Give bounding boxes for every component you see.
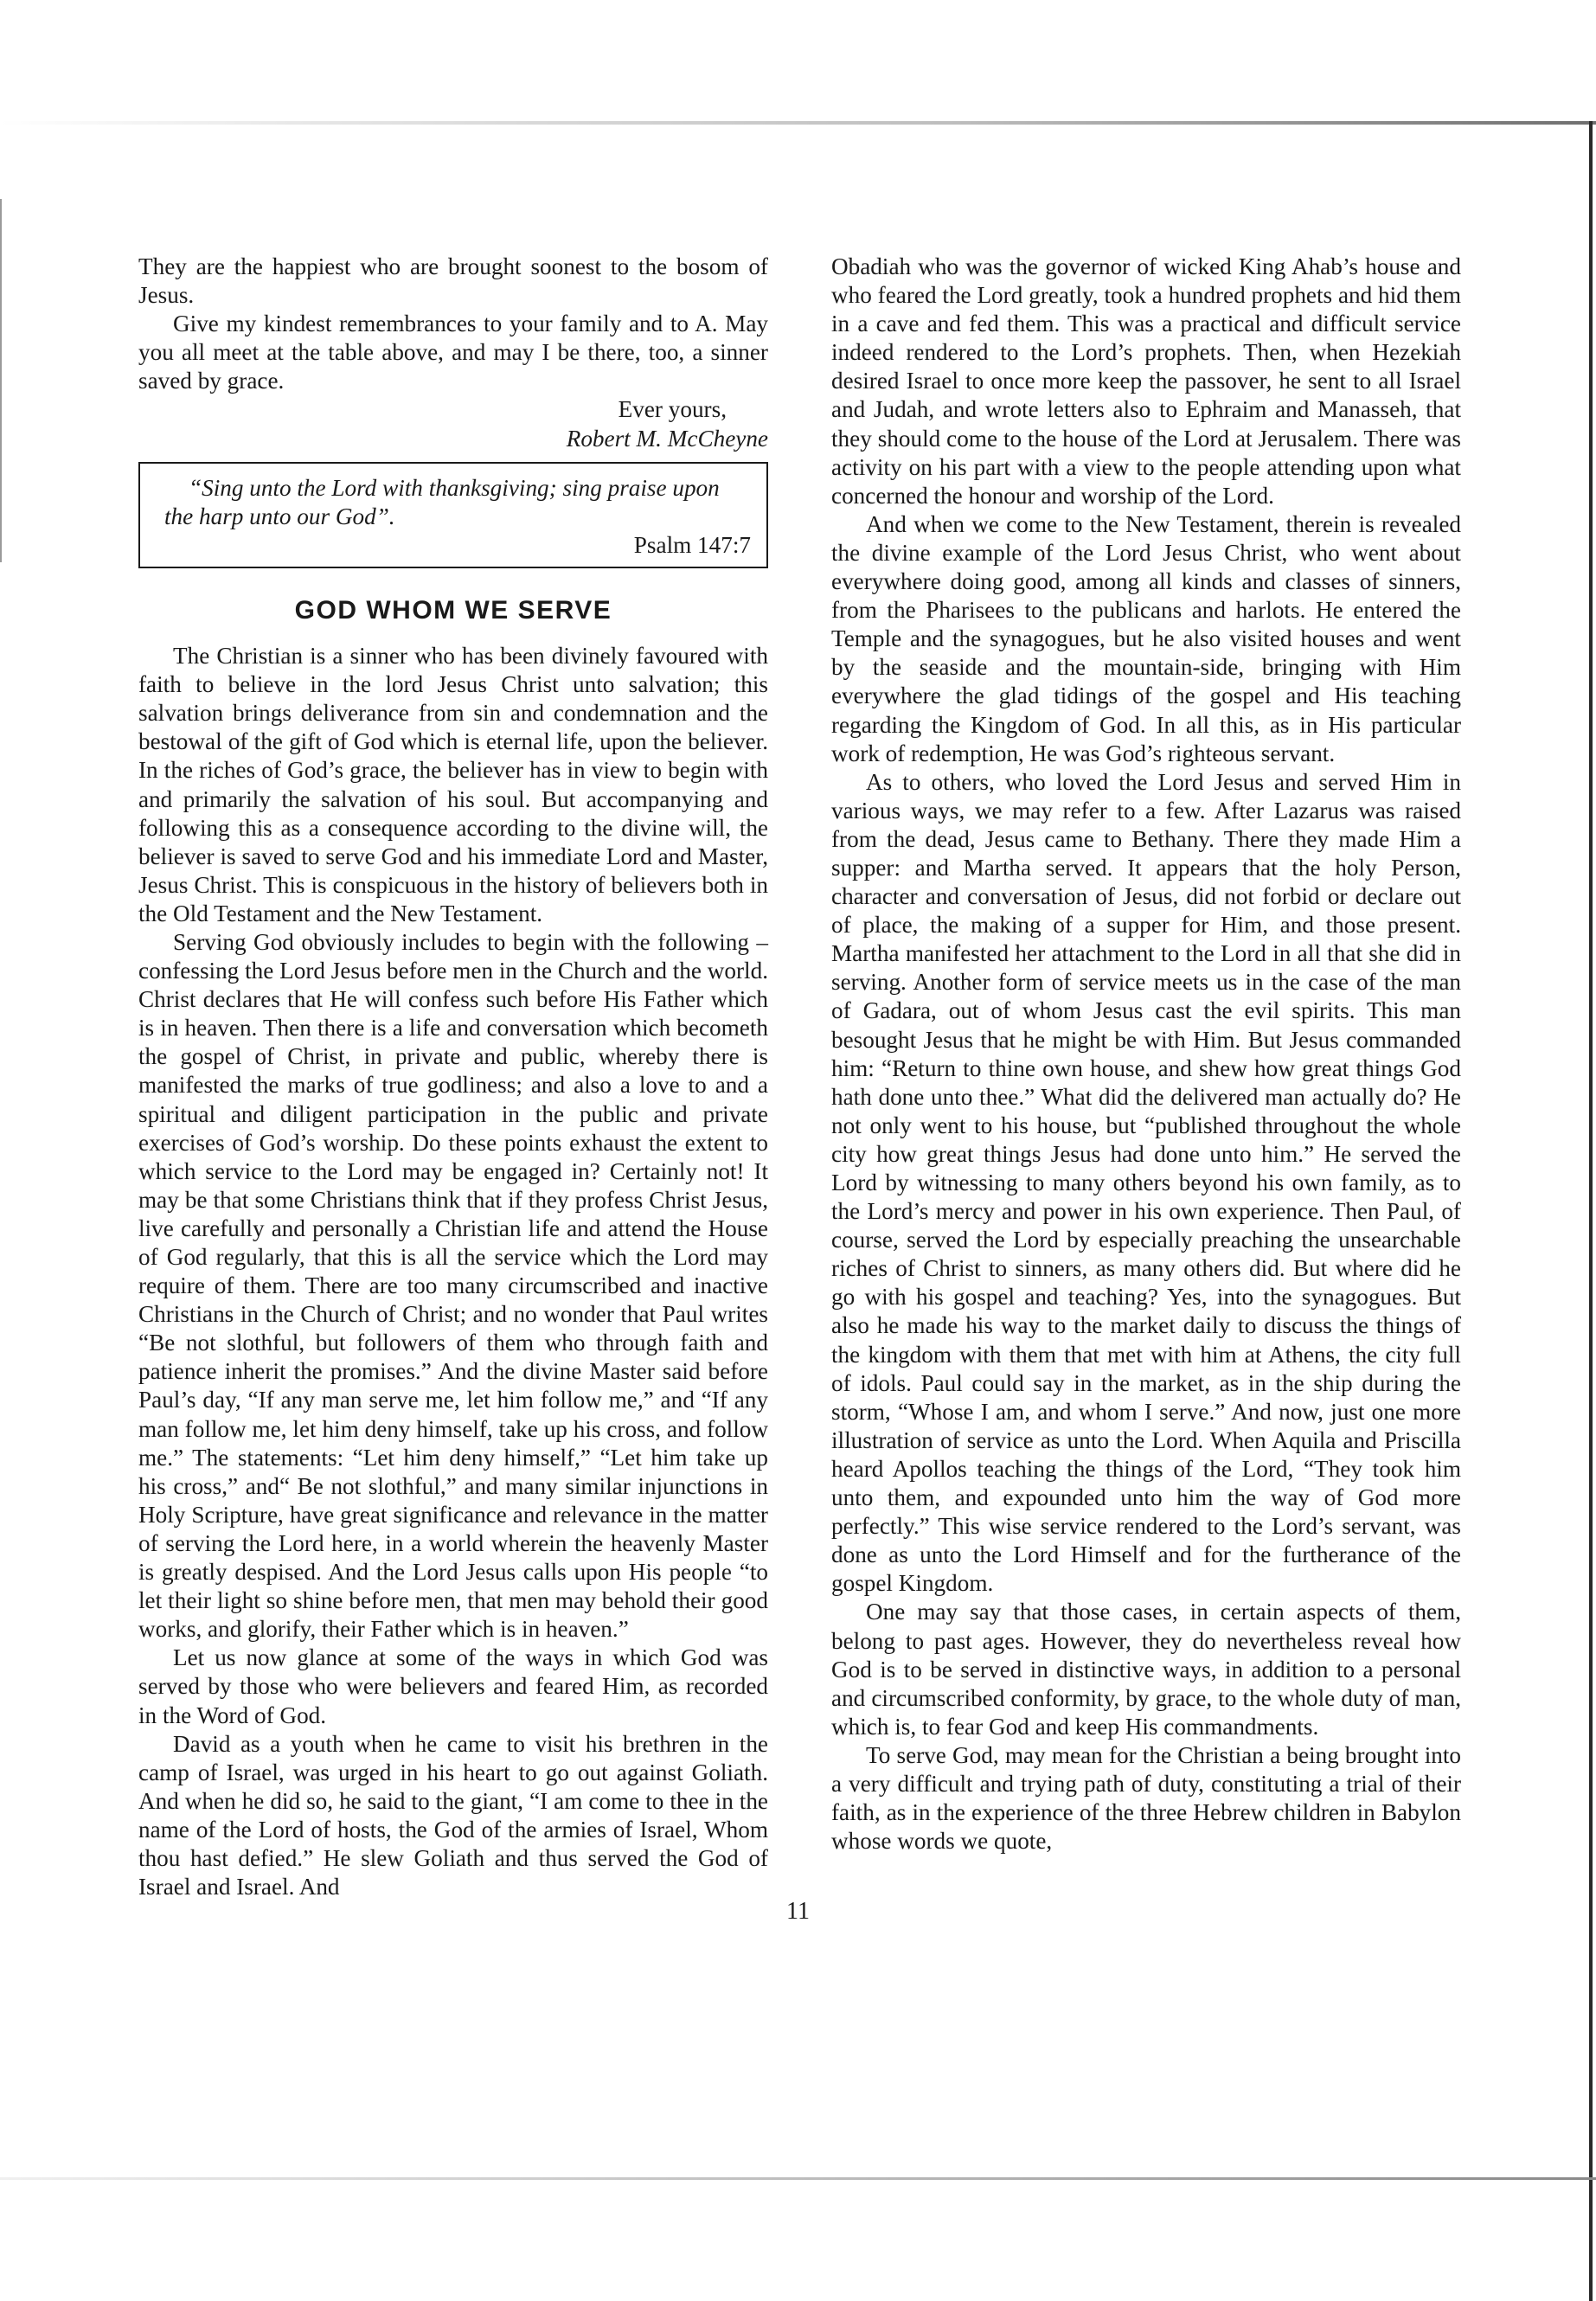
article-paragraph: Serving God obviously includes to begin with the following – confessing the Lord Jesus before men in the Church and the world. Christ declares that He will confess such before His Father which is in heaven. Then there is a life and conversation which becometh the gospel of Christ, in private and public, whereby there is manifested the marks of true godliness; and also a love to and a spiritual and diligent participation in the public and private exercises of God’s worship. Do these points exhaust the extent to which service to the Lord may be engaged in? Certainly not! It may be that some Christians think that if they profess Christ Jesus, live carefully and personally a Christian life and attend the House of God regularly, that this is all the service which the Lord may require of them. There are too many circumscribed and inactive Christians in the Church of Christ; and no wonder that Paul writes “Be not slothful, but followers of them who through faith and patience inherit the promises.” And the divine Master said before Paul’s day, “If any man serve me, let him follow me,” and “If any man follow me, let him deny himself, take up his cross, and follow me.” The statements: “Let him deny himself,” “Let him take up his cross,” and“ Be not slothful,” and many similar injunctions in Holy Scripture, have great significance and relevance in the matter of serving the Lord here, in a world wherein the heavenly Master is greatly despised. And the Lord Jesus calls upon His people “to let their light so shine before men, that men may behold their good works, and glorify, their Father which is in heaven.” <box>138 928 768 1643</box>
article-paragraph: And when we come to the New Testament, therein is revealed the divine example of the Lord Jesus Christ, who went about everywhere doing good, among all kinds and classes of sinners, from the Pharisees to the publicans and harlots. He entered the Temple and the synagogues, but he also visited houses and went by the seaside and the mountain-side, bringing with Him everywhere the glad tidings of the gospel and His teaching regarding the Kingdom of God. In all this, as in His particular work of redemption, He was God’s righteous servant. <box>831 510 1461 766</box>
letter-signature: Robert M. McCheyne <box>566 425 768 452</box>
article-title: GOD WHOM WE SERVE <box>294 595 612 625</box>
letter-closing: Ever yours, <box>618 396 727 423</box>
article-paragraph: One may say that those cases, in certain aspects of them, belong to past ages. However, they do nevertheless reveal how God is to be served in distinctive ways, in addition to a personal and circumscribed conformity, by grace, to the whole duty of man, which is, to fear God and keep His commandments. <box>831 1599 1461 1740</box>
right-column <box>831 253 1461 1856</box>
article-paragraph: Let us now glance at some of the ways in which God was served by those who were believers and feared Him, as recorded in the Word of God. <box>138 1644 768 1728</box>
article-paragraph: The Christian is a sinner who has been divinely favoured with faith to believe in the lord Jesus Christ unto salvation; this salvation brings deliverance from sin and condemnation and the bestowal of the gift of God which is eternal life, upon the believer. In the riches of God’s grace, the believer has in view to begin with and primarily the salvation of his soul. But accompanying and following this as a consequence according to the divine will, the believer is saved to serve God and his immediate Lord and Master, Jesus Christ. This is conspicuous in the history of believers both in the Old Testament and the New Testament. <box>138 643 768 926</box>
article-paragraph: To serve God, may mean for the Christian a being brought into a very difficult and trying path of duty, constituting a trial of their faith, as in the experience of the three Hebrew children in Babylon whose words we quote, <box>831 1741 1461 1855</box>
page-edge-right <box>1589 121 1593 2301</box>
left-column <box>138 253 768 1901</box>
letter-line: Give my kindest remembrances to your family and to A. May you all meet at the table above, and may I be there, too, a sinner saved by grace. <box>138 311 768 394</box>
page-edge-left <box>0 199 2 562</box>
scripture-quote-box <box>138 462 768 568</box>
page-number: 11 <box>786 1898 810 1925</box>
article-paragraph: David as a youth when he came to visit his brethren in the camp of Israel, was urged in his heart to go out against Goliath. And when he did so, he said to the giant, “I am come to thee in the name of the Lord of hosts, the God of the armies of Israel, Whom thou hast defied.” He slew Goliath and thus served the God of Israel and Israel. And <box>138 1730 768 1900</box>
article-paragraph: As to others, who loved the Lord Jesus and served Him in various ways, we may refer to a few. After Lazarus was raised from the dead, Jesus came to Bethany. There they made Him a supper: and Martha served. It appears that the holy Person, character and conversation of Jesus, did not forbid or declare out of place, the making of a supper for Him, and those present. Martha manifested her attachment to the Lord in all that she did in serving. Another form of service meets us in the case of the man of Gadara, out of whom Jesus cast the evil spirits. This man besought Jesus that he might be with Him. But Jesus commanded him: “Return to thine own house, and shew how great things God hath done unto thee.” What did the delivered man actually do? He not only went to his house, but “published throughout the whole city how great things Jesus had done unto him.” He served the Lord by witnessing to many others beyond his own family, as to the Lord’s mercy and power in his own experience. Then Paul, of course, served the Lord by especially preaching the unsearchable riches of Christ to sinners, as many others did. But where did he go with his gospel and teaching? Yes, into the synagogues. But also he made his way to the market daily to discuss the things of the kingdom with them that met with him at Athens, the city full of idols. Paul could say in the market, as in the ship during the storm, “Whose I am, and whom I serve.” And now, just one more illustration of service as unto the Lord. When Aquila and Priscilla heard Apollos teaching the things of the Lord, “They took him unto them, and expounded unto him the way of God more perfectly.” This wise service rendered to the Lord’s servant, was done as unto the Lord Himself and for the furtherance of the gospel Kingdom. <box>831 768 1461 1597</box>
page-edge-bottom <box>0 2177 1596 2180</box>
article-paragraph: Obadiah who was the governor of wicked King Ahab’s house and who feared the Lord greatly, took a hundred prophets and hid them in a cave and fed them. This was a practical and difficult service indeed rendered to the Lord’s prophets. Then, when Hezekiah desired Israel to once more keep the passover, he sent to all Israel and Judah, and wrote letters also to Ephraim and Manasseh, that they should come to the house of the Lord at Jerusalem. There was activity on his part with a view to the people attending upon what concerned the honour and worship of the Lord. <box>831 253 1461 509</box>
scripture-quote-text: “Sing unto the Lord with thanksgiving; sing praise upon the harp unto our God”. <box>164 474 720 529</box>
scripture-quote-reference: Psalm 147:7 <box>633 531 751 558</box>
letter-line: They are the happiest who are brought soonest to the bosom of Jesus. <box>138 253 768 309</box>
page-edge-top <box>0 121 1596 125</box>
